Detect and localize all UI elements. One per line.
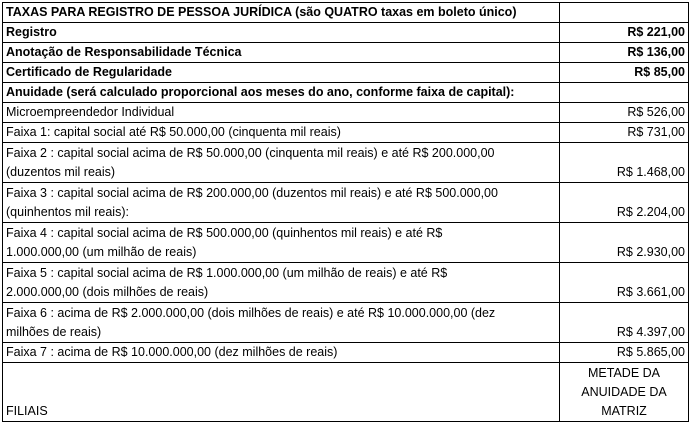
annuity-label-line: Faixa 5 : capital social acima de R$ 1.000.000,00 (um milhão de reais) e até R$ — [6, 266, 448, 280]
fee-row-art — [3, 43, 689, 63]
annuity-label-line: Faixa 4 : capital social acima de R$ 500.000,00 (quinhentos mil reais) e até R$ — [6, 226, 443, 240]
annuity-row-faixa-1 — [3, 123, 689, 143]
annuity-label-line: (quinhentos mil reais): — [6, 205, 129, 219]
annuity-row-faixa-2 — [3, 143, 689, 183]
annuity-label: Faixa 1: capital social até R$ 50.000,00 (cinquenta mil reais) — [3, 123, 560, 143]
annuity-value: R$ 1.468,00 — [560, 143, 689, 183]
annuity-label-line: milhões de reais) — [6, 325, 102, 339]
annuity-row-faixa-3 — [3, 183, 689, 223]
annuity-label — [3, 263, 560, 303]
fee-value: R$ 221,00 — [560, 23, 689, 43]
annuity-label-line: Faixa 6 : acima de R$ 2.000.000,00 (dois milhões de reais) e até R$ 10.000.000,00 (dez — [6, 306, 496, 320]
fee-row-certificado — [3, 63, 689, 83]
annuity-value: R$ 4.397,00 — [560, 303, 689, 343]
empty-cell — [560, 3, 689, 23]
annuity-label — [3, 143, 560, 183]
annuity-label-line: Faixa 3 : capital social acima de R$ 200.000,00 (duzentos mil reais) e até R$ 500.000,00 — [6, 186, 498, 200]
annuity-row-mei — [3, 103, 689, 123]
fee-label: Registro — [3, 23, 560, 43]
fee-row-registro — [3, 23, 689, 43]
annuity-value: R$ 2.930,00 — [560, 223, 689, 263]
annuity-value: R$ 731,00 — [560, 123, 689, 143]
fee-label: Certificado de Regularidade — [3, 63, 560, 83]
annuity-label: Faixa 7 : acima de R$ 10.000.000,00 (dez milhões de reais) — [3, 343, 560, 363]
annuity-heading: Anuidade (será calculado proporcional aos meses do ano, conforme faixa de capital): — [3, 83, 560, 103]
filiais-note-line: MATRIZ — [601, 404, 647, 418]
annuity-label — [3, 223, 560, 263]
filiais-note-line: METADE DA — [588, 366, 660, 380]
annuity-label-line: (duzentos mil reais) — [6, 165, 116, 179]
annuity-label — [3, 303, 560, 343]
filiais-note — [560, 363, 689, 422]
annuity-value: R$ 526,00 — [560, 103, 689, 123]
filiais-note-line: ANUIDADE DA — [581, 385, 667, 399]
annuity-label-line: 1.000.000,00 (um milhão de reais) — [6, 245, 197, 259]
annuity-label — [3, 183, 560, 223]
annuity-value: R$ 2.204,00 — [560, 183, 689, 223]
fee-value: R$ 85,00 — [560, 63, 689, 83]
filiais-row — [3, 363, 689, 422]
annuity-label-line: 2.000.000,00 (dois milhões de reais) — [6, 285, 209, 299]
annuity-row-faixa-4 — [3, 223, 689, 263]
empty-cell — [560, 83, 689, 103]
annuity-row-faixa-6 — [3, 303, 689, 343]
filiais-label: FILIAIS — [3, 363, 560, 422]
annuity-heading-row — [3, 83, 689, 103]
fee-label: Anotação de Responsabilidade Técnica — [3, 43, 560, 63]
annuity-label-line: Faixa 2 : capital social acima de R$ 50.000,00 (cinquenta mil reais) e até R$ 200.000,00 — [6, 146, 495, 160]
fee-value: R$ 136,00 — [560, 43, 689, 63]
annuity-row-faixa-5 — [3, 263, 689, 303]
annuity-row-faixa-7 — [3, 343, 689, 363]
annuity-value: R$ 5.865,00 — [560, 343, 689, 363]
annuity-label: Microempreendedor Individual — [3, 103, 560, 123]
table-title: TAXAS PARA REGISTRO DE PESSOA JURÍDICA (são QUATRO taxas em boleto único) — [3, 3, 560, 23]
fees-table — [2, 2, 689, 422]
table-header-row — [3, 3, 689, 23]
annuity-value: R$ 3.661,00 — [560, 263, 689, 303]
